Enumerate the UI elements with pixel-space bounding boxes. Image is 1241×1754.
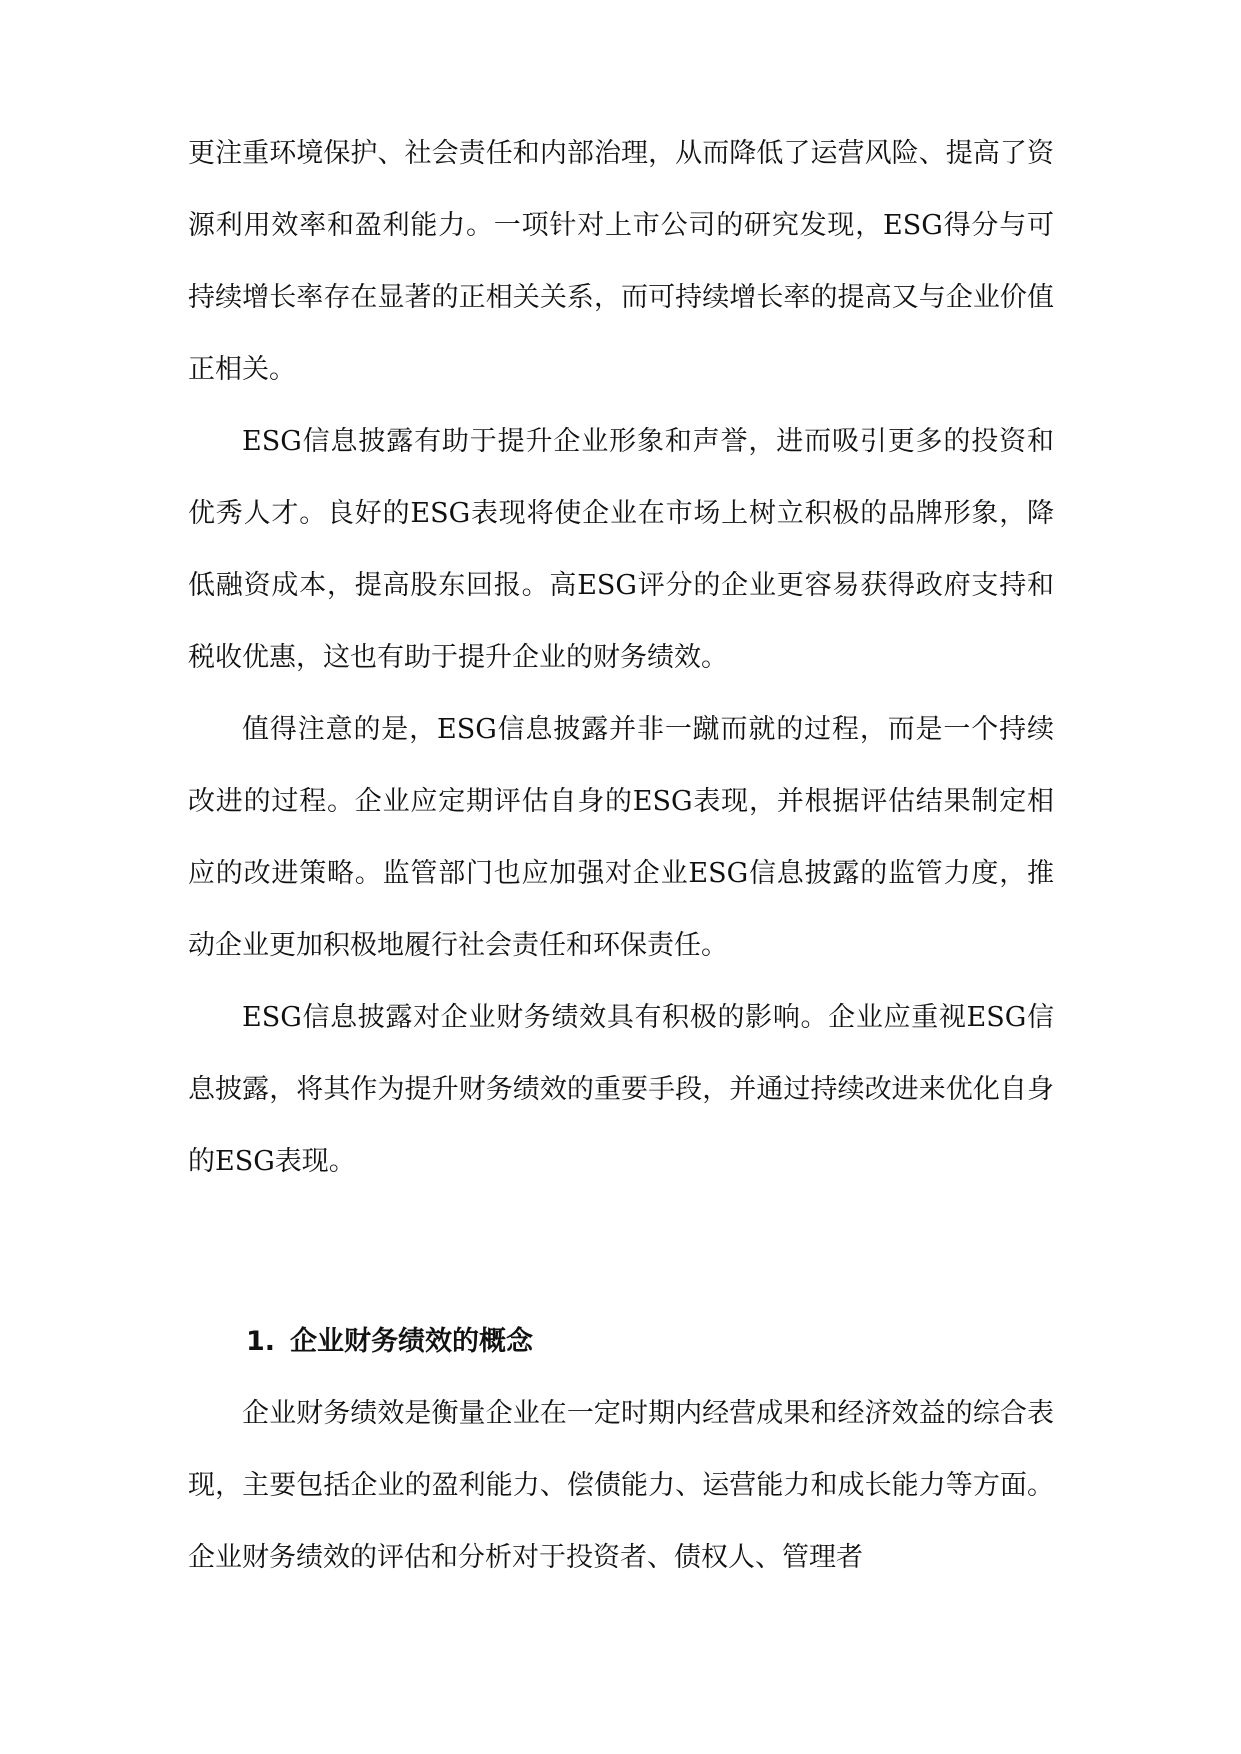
body-text-bottom <box>188 1378 1054 1594</box>
body-text-top <box>188 118 1054 1198</box>
paragraph: 企业财务绩效是衡量企业在一定时期内经营成果和经济效益的综合表现，主要包括企业的盈利能力、偿债能力、运营能力和成长能力等方面。企业财务绩效的评估和分析对于投资者、债权人、管理者 <box>188 1398 1054 1573</box>
section-title: 企业财务绩效的概念 <box>290 1326 533 1357</box>
paragraph-continued: 更注重环境保护、社会责任和内部治理，从而降低了运营风险、提高了资源利用效率和盈利能力。一项针对上市公司的研究发现，ESG得分与可持续增长率存在显著的正相关关系，而可持续增长率的提高又与企业价值正相关。 <box>188 138 1054 385</box>
section-heading <box>246 1322 533 1362</box>
paragraph: ESG信息披露对企业财务绩效具有积极的影响。企业应重视ESG信息披露，将其作为提升财务绩效的重要手段，并通过持续改进来优化自身的ESG表现。 <box>188 1002 1054 1177</box>
section-number: 1. <box>246 1326 276 1357</box>
paragraph: 值得注意的是，ESG信息披露并非一蹴而就的过程，而是一个持续改进的过程。企业应定期评估自身的ESG表现，并根据评估结果制定相应的改进策略。监管部门也应加强对企业ESG信息披露的监管力度，推动企业更加积极地履行社会责任和环保责任。 <box>188 714 1054 961</box>
paragraph: ESG信息披露有助于提升企业形象和声誉，进而吸引更多的投资和优秀人才。良好的ESG表现将使企业在市场上树立积极的品牌形象，降低融资成本，提高股东回报。高ESG评分的企业更容易获得政府支持和税收优惠，这也有助于提升企业的财务绩效。 <box>188 426 1054 673</box>
